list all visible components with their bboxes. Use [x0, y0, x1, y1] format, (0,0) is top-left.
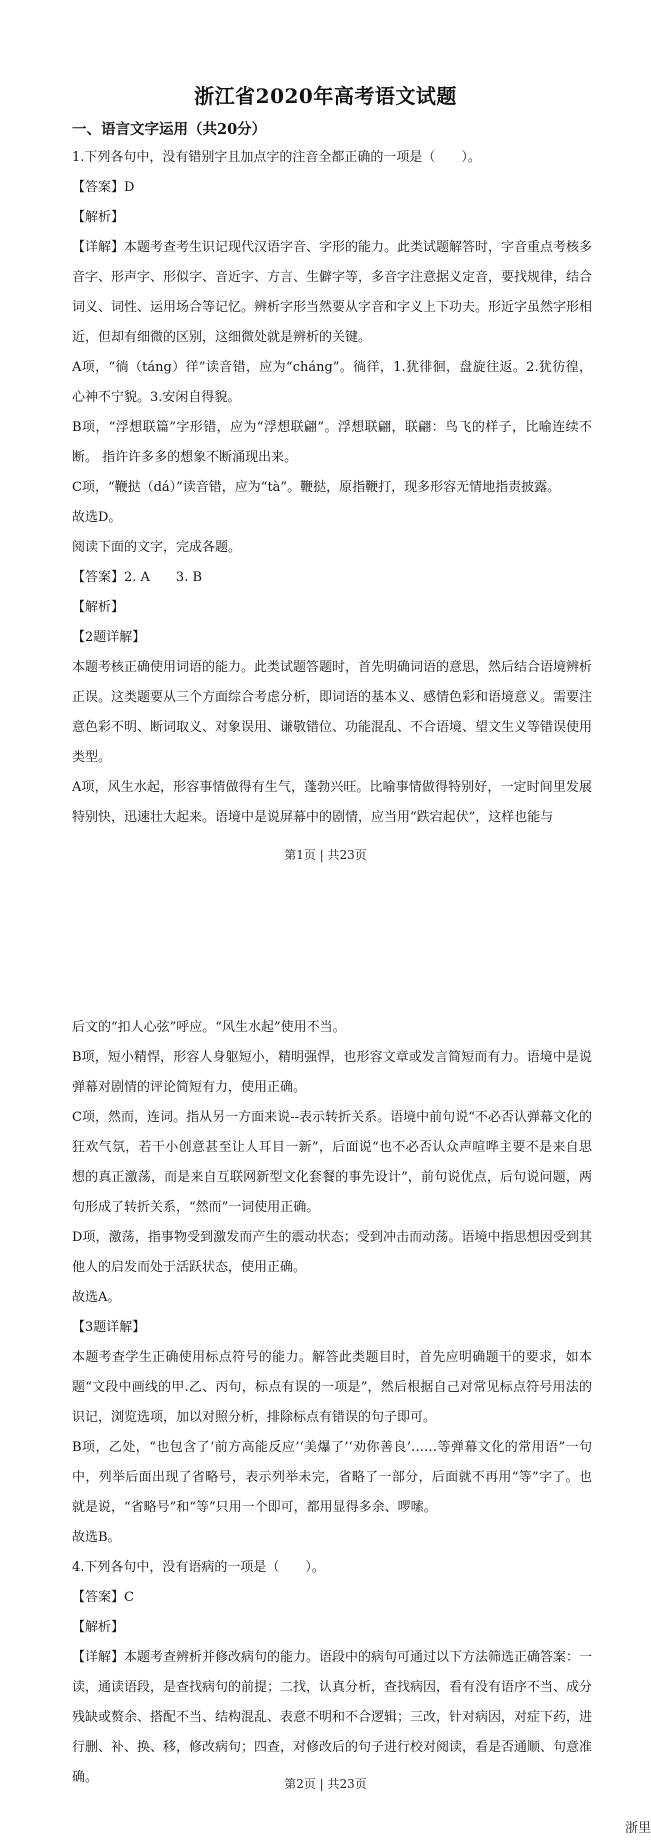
document-page-2: [0, 920, 651, 1842]
analysis-label: 【解析】: [72, 1620, 125, 1635]
option-c: C项，“鞭挞（dá）”读音错，应为“tà”。鞭挞，原指鞭打，现多形容无情地指责披露。: [72, 480, 561, 495]
q3-detail-label: 【3题详解】: [72, 1320, 146, 1335]
q2-option-c: C项，然而，连词。指从另一方面来说--表示转折关系。语境中前句说“不必否认弹幕文化的狂欢气氛，若干小创意甚至让人耳目一新”，后面说“也不必否认众声喧哗主要不是来自思想的真正激荡，而是来自互联网新型文化套餐的事先设计”，前句说优点，后句说问题，两句形成了转折关系，“然而”一词使用正确。: [72, 1110, 592, 1215]
detail-paragraph: 【详解】本题考查考生识记现代汉语字音、字形的能力。此类试题解答时，字音重点考核多音字、形声字、形似字、音近字、方言、生僻字等，多音字注意据义定音，要找规律，结合词义、词性、运用场合等记忆。辨析字形当然要从字音和字义上下功夫。形近字虽然字形相近，但却有细微的区别，这细微处就是辨析的关键。: [72, 240, 593, 345]
q2-detail-paragraph: 本题考核正确使用词语的能力。此类试题答题时，首先明确词语的意思，然后结合语境辨析正误。这类题要从三个方面综合考虑分析，即词语的基本义、感情色彩和语境意义。需要注意色彩不明、断词取义、对象误用、谦敬错位、功能混乱、不合语境、望文生义等错误使用类型。: [72, 660, 593, 765]
option-a: A项，“徜（táng）徉”读音错，应为“cháng”。徜徉，1.犹徘徊，盘旋往返。2.犹彷徨，心神不宁貌。3.安闲自得貌。: [72, 360, 592, 405]
paragraph: 后文的“扣人心弦”呼应。“风生水起”使用不当。: [72, 1020, 346, 1035]
answer-label: 【答案】C: [72, 1590, 134, 1605]
analysis-label: 【解析】: [72, 210, 125, 225]
choice-line: 故选D。: [72, 510, 122, 525]
q3-option-b: B项，乙处，“也包含了‘前方高能反应’‘美爆了’‘劝你善良’……等弹幕文化的常用语”一句中，列举后面出现了省略号，表示列举未完，省略了一部分，后面就不再用“等”字了。也就是说，“省略号”和“等”只用一个即可，都用显得多余、啰嗦。: [72, 1440, 592, 1515]
q2-detail-label: 【2题详解】: [72, 630, 146, 645]
analysis-label: 【解析】: [72, 600, 125, 615]
page-footer: 第2页 | 共23页: [284, 1777, 367, 1791]
answer-label: 【答案】D: [72, 180, 135, 195]
reading-prompt: 阅读下面的文字，完成各题。: [72, 540, 242, 555]
document-title: 浙江省2020年高考语文试题: [194, 84, 457, 108]
choice-line: 故选A。: [72, 1290, 121, 1305]
question-4: 4.下列各句中，没有语病的一项是（ ）。: [72, 1560, 325, 1575]
q3-detail-paragraph: 本题考查学生正确使用标点符号的能力。解答此类题目时，首先应明确题干的要求，如本题“文段中画线的甲.乙、丙句，标点有误的一项是”，然后根据自己对常见标点符号用法的识记，浏览选项，加以对照分析，排除标点有错误的句子即可。: [72, 1350, 592, 1425]
option-b: B项，“浮想联篇”字形错，应为“浮想联翩”。浮想联翩，联翩：鸟飞的样子，比喻连续不断。 指许许多多的想象不断涌现出来。: [72, 420, 592, 465]
corner-text: 浙里: [624, 1821, 651, 1836]
document-page-1: [0, 0, 651, 920]
question-1: 1.下列各句中，没有错别字且加点字的注音全都正确的一项是（ ）。: [72, 150, 481, 165]
section-heading: 一、语言文字运用（共20分）: [72, 121, 267, 138]
q2-option-a: A项，风生水起，形容事情做得有生气，蓬勃兴旺。比喻事情做得特别好，一定时间里发展特别快，迅速壮大起来。语境中是说屏幕中的剧情，应当用“跌宕起伏”，这样也能与: [72, 780, 592, 825]
choice-line: 故选B。: [72, 1530, 121, 1545]
q4-detail-paragraph: 【详解】本题考查辨析并修改病句的能力。语段中的病句可通过以下方法筛选正确答案：一读，通读语段，是查找病句的前提；二找，认真分析，查找病因，看有没有语序不当、成分残缺或赘余、搭配不当、结构混乱、表意不明和不合逻辑；三改，针对病因，对症下药，进行删、补、换、移，修改病句；四查，对修改后的句子进行校对阅读，看是否通顺、句意准确。: [72, 1650, 593, 1785]
answer-label: 【答案】2. A 3. B: [72, 570, 203, 585]
page2-body: [72, 1013, 592, 1793]
page-footer: 第1页 | 共23页: [284, 848, 367, 862]
page1-body: [72, 143, 592, 833]
q2-option-d: D项，激荡，指事物受到激发而产生的震动状态；受到冲击而动荡。语境中指思想因受到其他人的启发而处于活跃状态，使用正确。: [72, 1230, 592, 1275]
q2-option-b: B项，短小精悍，形容人身躯短小，精明强悍，也形容文章或发言简短而有力。语境中是说弹幕对剧情的评论简短有力，使用正确。: [72, 1050, 592, 1095]
